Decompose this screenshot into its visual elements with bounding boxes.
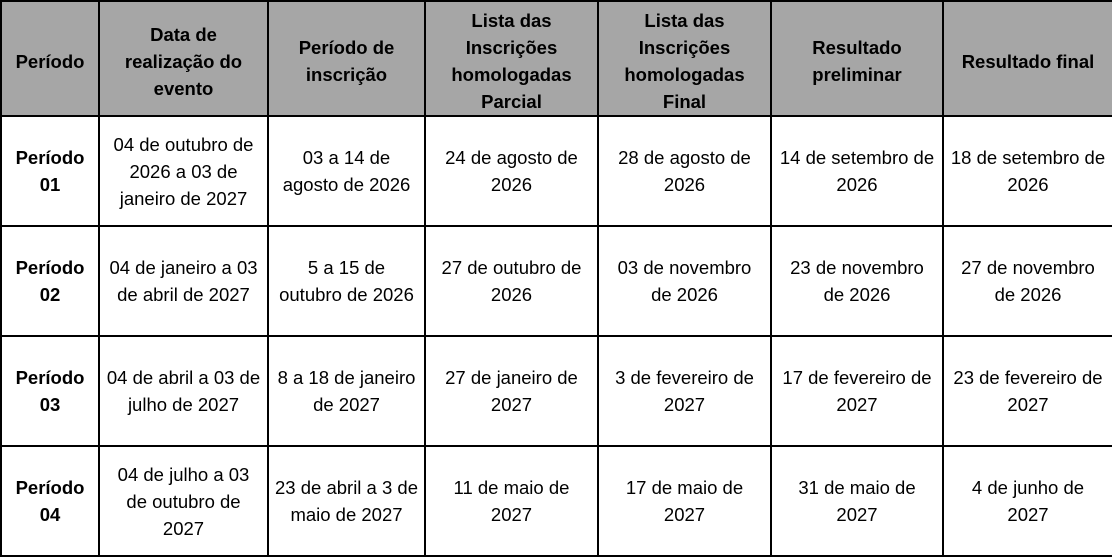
period-label: Período 01 — [1, 116, 99, 226]
partial-list-cell: 27 de janeiro de 2027 — [425, 336, 598, 446]
header-period: Período — [1, 1, 99, 116]
preliminary-result-cell: 23 de novembro de 2026 — [771, 226, 943, 336]
final-list-cell: 03 de novembro de 2026 — [598, 226, 771, 336]
final-list-cell: 3 de fevereiro de 2027 — [598, 336, 771, 446]
event-date-cell: 04 de abril a 03 de julho de 2027 — [99, 336, 268, 446]
preliminary-result-cell: 14 de setembro de 2026 — [771, 116, 943, 226]
period-label: Período 04 — [1, 446, 99, 556]
partial-list-cell: 24 de agosto de 2026 — [425, 116, 598, 226]
final-result-cell: 23 de fevereiro de 2027 — [943, 336, 1112, 446]
period-label: Período 02 — [1, 226, 99, 336]
registration-period-cell: 03 a 14 de agosto de 2026 — [268, 116, 425, 226]
period-label: Período 03 — [1, 336, 99, 446]
final-result-cell: 27 de novembro de 2026 — [943, 226, 1112, 336]
table-row — [1, 336, 1112, 446]
registration-period-cell: 8 a 18 de janeiro de 2027 — [268, 336, 425, 446]
preliminary-result-cell: 31 de maio de 2027 — [771, 446, 943, 556]
preliminary-result-cell: 17 de fevereiro de 2027 — [771, 336, 943, 446]
header-final-list: Lista das Inscrições homologadas Final — [598, 1, 771, 116]
event-date-cell: 04 de outubro de 2026 a 03 de janeiro de 2027 — [99, 116, 268, 226]
registration-period-cell: 5 a 15 de outubro de 2026 — [268, 226, 425, 336]
table-header-row — [1, 1, 1112, 116]
table-row — [1, 116, 1112, 226]
final-list-cell: 28 de agosto de 2026 — [598, 116, 771, 226]
partial-list-cell: 27 de outubro de 2026 — [425, 226, 598, 336]
header-preliminary-result: Resultado preliminar — [771, 1, 943, 116]
event-date-cell: 04 de julho a 03 de outubro de 2027 — [99, 446, 268, 556]
table-row — [1, 446, 1112, 556]
header-registration-period: Período de inscrição — [268, 1, 425, 116]
final-list-cell: 17 de maio de 2027 — [598, 446, 771, 556]
header-final-result: Resultado final — [943, 1, 1112, 116]
event-date-cell: 04 de janeiro a 03 de abril de 2027 — [99, 226, 268, 336]
final-result-cell: 4 de junho de 2027 — [943, 446, 1112, 556]
header-partial-list: Lista das Inscrições homologadas Parcial — [425, 1, 598, 116]
partial-list-cell: 11 de maio de 2027 — [425, 446, 598, 556]
table-row — [1, 226, 1112, 336]
header-event-date: Data de realização do evento — [99, 1, 268, 116]
registration-period-cell: 23 de abril a 3 de maio de 2027 — [268, 446, 425, 556]
final-result-cell: 18 de setembro de 2026 — [943, 116, 1112, 226]
